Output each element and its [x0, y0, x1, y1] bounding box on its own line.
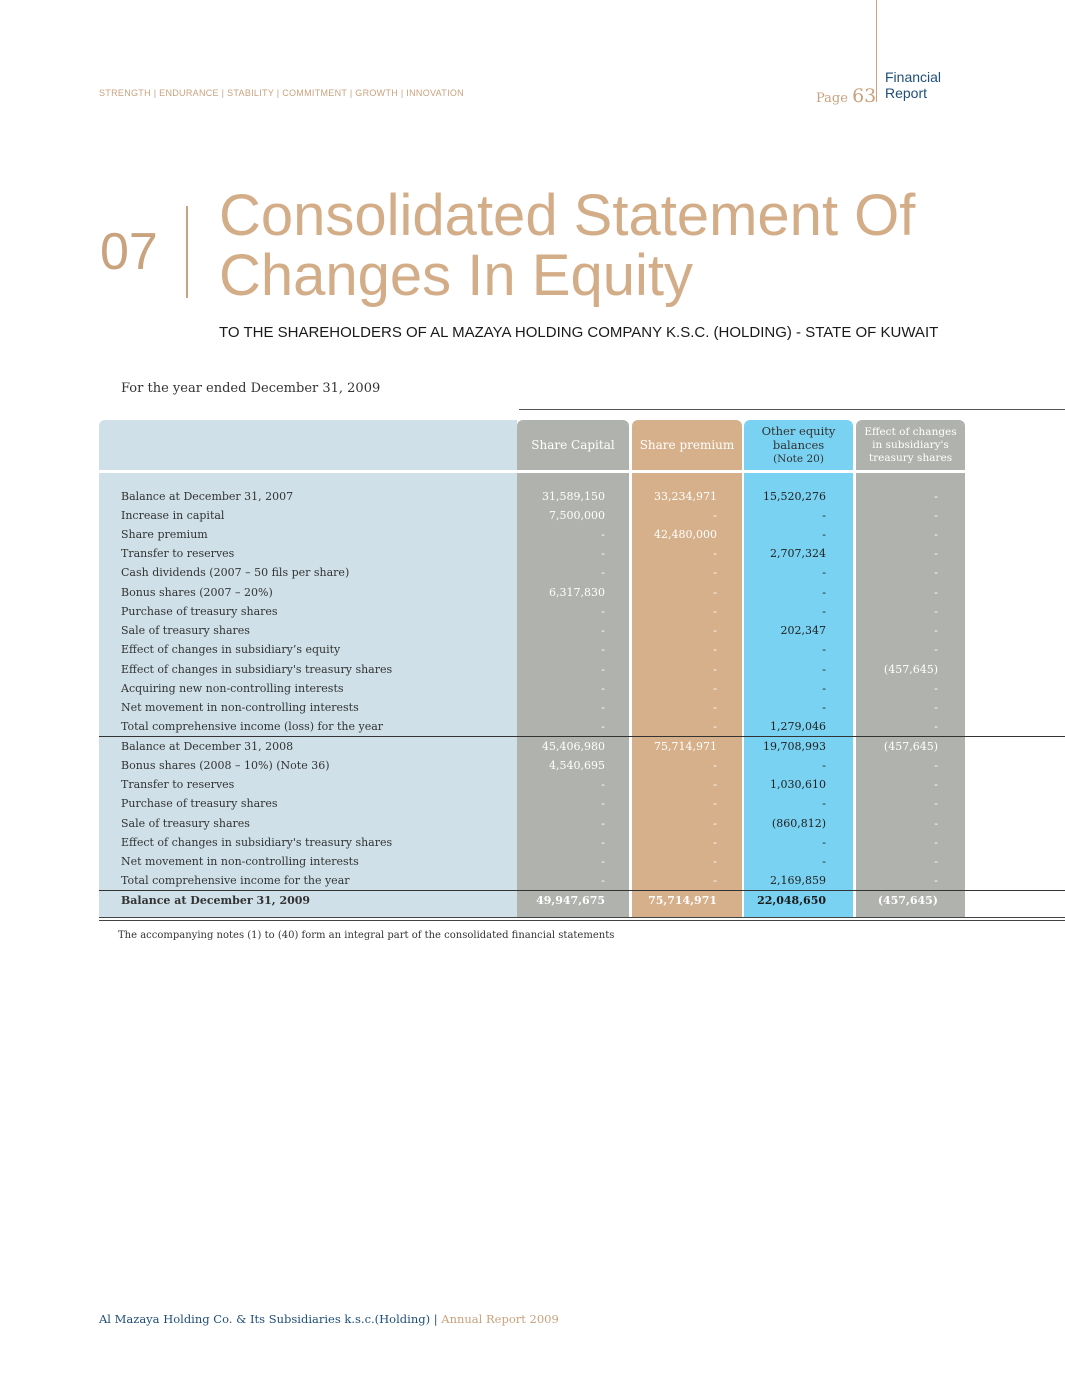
share-capital-value: -: [601, 874, 605, 887]
column-header-share-capital: Share Capital: [531, 438, 615, 452]
other-equity-value: 1,030,610: [770, 778, 826, 791]
section-number: 07: [100, 223, 158, 281]
share-premium-value: -: [713, 759, 717, 772]
share-premium-value: -: [713, 817, 717, 830]
footer-separator: |: [433, 1312, 438, 1326]
other-equity-value: 2,707,324: [770, 547, 826, 560]
title-divider: [186, 206, 188, 298]
table-row: [99, 852, 965, 871]
column-header-subsidiary-treasury-line3: treasury shares: [868, 451, 953, 464]
row-label: Balance at December 31, 2009: [121, 894, 311, 907]
table-row: [99, 602, 965, 621]
other-equity-value: 15,520,276: [763, 490, 826, 503]
table-row: [99, 698, 965, 717]
share-capital-value: -: [601, 817, 605, 830]
row-label: Purchase of treasury shares: [121, 605, 278, 618]
share-capital-value: -: [601, 855, 605, 868]
share-premium-value: -: [713, 509, 717, 522]
column-header-share-premium: Share premium: [639, 438, 735, 452]
page-title: [219, 183, 916, 308]
row-label: Increase in capital: [121, 509, 225, 522]
page-number: 63: [852, 85, 877, 107]
table-row: [99, 640, 965, 659]
other-equity-value: -: [822, 528, 826, 541]
other-equity-value: 1,279,046: [770, 720, 826, 733]
section-label-line2: Report: [885, 85, 928, 101]
column-header-other-equity-line3: (Note 20): [773, 453, 824, 465]
other-equity-value: -: [822, 836, 826, 849]
table-bottom-rule: [99, 917, 1065, 918]
table-top-rule: [519, 409, 1065, 410]
share-capital-value: -: [601, 605, 605, 618]
subsidiary-treasury-value: -: [934, 701, 938, 714]
share-premium-value: -: [713, 836, 717, 849]
table-row: [99, 487, 965, 506]
share-capital-value: -: [601, 528, 605, 541]
subsidiary-treasury-value: -: [934, 509, 938, 522]
row-label: Effect of changes in subsidiary’s equity: [121, 643, 341, 656]
share-premium-value: -: [713, 701, 717, 714]
other-equity-value: 22,048,650: [757, 894, 826, 907]
page-label: [816, 85, 876, 107]
share-premium-value: -: [713, 855, 717, 868]
row-label: Effect of changes in subsidiary's treasury shares: [121, 663, 393, 676]
row-label: Sale of treasury shares: [121, 624, 250, 637]
page-footer: [99, 1312, 559, 1326]
subsidiary-treasury-value: -: [934, 643, 938, 656]
share-capital-value: -: [601, 663, 605, 676]
row-label: Total comprehensive income (loss) for the year: [121, 720, 384, 733]
other-equity-value: -: [822, 797, 826, 810]
share-premium-value: -: [713, 566, 717, 579]
subsidiary-treasury-value: -: [934, 778, 938, 791]
column-header-other-equity-line2: balances: [772, 438, 825, 452]
row-label: Transfer to reserves: [121, 547, 235, 560]
share-premium-value: 42,480,000: [654, 528, 717, 541]
table-row: [99, 544, 965, 563]
share-premium-value: -: [713, 720, 717, 733]
row-label: Cash dividends (2007 – 50 fils per share): [121, 566, 350, 579]
share-capital-value: 7,500,000: [549, 509, 605, 522]
row-label: Acquiring new non-controlling interests: [121, 682, 344, 695]
share-capital-value: -: [601, 836, 605, 849]
share-premium-value: -: [713, 682, 717, 695]
table-row-balance-2008: [99, 737, 965, 756]
subtotal-rule-2009: [99, 890, 1065, 891]
other-equity-value: -: [822, 566, 826, 579]
subsidiary-treasury-value: -: [934, 528, 938, 541]
share-premium-value: -: [713, 663, 717, 676]
share-capital-value: 4,540,695: [549, 759, 605, 772]
share-premium-value: -: [713, 547, 717, 560]
other-equity-value: (860,812): [771, 817, 826, 830]
subsidiary-treasury-value: -: [934, 797, 938, 810]
table-row: [99, 621, 965, 640]
reporting-period: For the year ended December 31, 2009: [121, 381, 381, 396]
subsidiary-treasury-value: -: [934, 874, 938, 887]
share-capital-value: 31,589,150: [542, 490, 605, 503]
subsidiary-treasury-value: -: [934, 547, 938, 560]
share-capital-value: -: [601, 624, 605, 637]
share-premium-value: -: [713, 605, 717, 618]
footer-report: Annual Report 2009: [441, 1312, 559, 1326]
column-header-other-equity: [744, 420, 853, 470]
table-row: [99, 756, 965, 775]
footer-company: Al Mazaya Holding Co. & Its Subsidiaries k.s.c.(Holding): [99, 1312, 431, 1326]
share-capital-value: -: [601, 566, 605, 579]
table-row: [99, 679, 965, 698]
share-capital-value: -: [601, 643, 605, 656]
other-equity-value: -: [822, 701, 826, 714]
row-label: Bonus shares (2008 – 10%) (Note 36): [121, 759, 330, 772]
table-row: [99, 833, 965, 852]
subsidiary-treasury-value: -: [934, 682, 938, 695]
row-label: Net movement in non-controlling interests: [121, 701, 359, 714]
share-premium-value: -: [713, 797, 717, 810]
row-label: Purchase of treasury shares: [121, 797, 278, 810]
page-title-line2: Changes In Equity: [219, 243, 693, 308]
other-equity-value: -: [822, 509, 826, 522]
subsidiary-treasury-value: -: [934, 817, 938, 830]
other-equity-value: -: [822, 605, 826, 618]
subsidiary-treasury-value: -: [934, 855, 938, 868]
table-row-balance-2009: [99, 891, 965, 910]
share-capital-value: -: [601, 701, 605, 714]
page-title-line1: Consolidated Statement Of: [219, 183, 916, 248]
share-capital-value: 49,947,675: [536, 894, 605, 907]
table-row: [99, 871, 965, 890]
column-header-subsidiary-treasury: [856, 420, 965, 470]
column-header-other-equity-line1: Other equity: [761, 424, 836, 438]
share-premium-value: -: [713, 624, 717, 637]
other-equity-value: -: [822, 759, 826, 772]
column-header-subsidiary-treasury-line2: in subsidiary's: [872, 438, 949, 451]
table-row: [99, 660, 965, 679]
row-label: Total comprehensive income for the year: [121, 874, 350, 887]
row-label: Effect of changes in subsidiary's treasury shares: [121, 836, 393, 849]
row-label: Bonus shares (2007 – 20%): [121, 586, 273, 599]
page-prefix: Page: [816, 91, 848, 106]
share-premium-value: -: [713, 643, 717, 656]
subsidiary-treasury-value: -: [934, 566, 938, 579]
share-capital-value: -: [601, 778, 605, 791]
subsidiary-treasury-value: -: [934, 605, 938, 618]
subsidiary-treasury-value: -: [934, 490, 938, 503]
share-capital-value: 6,317,830: [549, 586, 605, 599]
table-row: [99, 794, 965, 813]
other-equity-value: -: [822, 586, 826, 599]
header-divider: [876, 0, 877, 102]
row-label: Net movement in non-controlling interests: [121, 855, 359, 868]
row-label: Sale of treasury shares: [121, 817, 250, 830]
table-footnote: The accompanying notes (1) to (40) form an integral part of the consolidated financial statements: [118, 930, 615, 941]
row-label: Share premium: [121, 528, 208, 541]
subsidiary-treasury-value: -: [934, 836, 938, 849]
share-capital-value: -: [601, 682, 605, 695]
subtotal-rule-2008: [99, 736, 1065, 737]
row-label: Balance at December 31, 2008: [121, 740, 294, 753]
other-equity-value: -: [822, 682, 826, 695]
share-premium-value: -: [713, 874, 717, 887]
table-row: [99, 583, 965, 602]
share-premium-value: 75,714,971: [648, 894, 717, 907]
column-header-subsidiary-treasury-line1: Effect of changes: [864, 425, 957, 438]
table-row: [99, 717, 965, 736]
table-row: [99, 775, 965, 794]
share-capital-value: -: [601, 797, 605, 810]
subsidiary-treasury-value: (457,645): [883, 740, 938, 753]
header-tagline: STRENGTH | ENDURANCE | STABILITY | COMMITMENT | GROWTH | INNOVATION: [99, 88, 464, 98]
other-equity-value: -: [822, 643, 826, 656]
subsidiary-treasury-value: -: [934, 759, 938, 772]
share-premium-value: -: [713, 586, 717, 599]
share-premium-value: -: [713, 778, 717, 791]
share-capital-value: 45,406,980: [542, 740, 605, 753]
header-separator: [99, 470, 965, 473]
other-equity-value: 2,169,859: [770, 874, 826, 887]
table-row: [99, 814, 965, 833]
other-equity-value: 202,347: [780, 624, 826, 637]
other-equity-value: 19,708,993: [763, 740, 826, 753]
section-label-line1: Financial: [885, 69, 942, 85]
share-premium-value: 75,714,971: [654, 740, 717, 753]
table-row: [99, 525, 965, 544]
other-equity-value: -: [822, 855, 826, 868]
section-label: [885, 69, 941, 101]
table-bottom-rule-double: [99, 920, 1065, 921]
page-subtitle: TO THE SHAREHOLDERS OF AL MAZAYA HOLDING COMPANY K.S.C. (HOLDING) - STATE OF KUWAIT: [219, 324, 939, 341]
other-equity-value: -: [822, 663, 826, 676]
share-capital-value: -: [601, 720, 605, 733]
subsidiary-treasury-value: -: [934, 586, 938, 599]
subsidiary-treasury-value: (457,645): [883, 663, 938, 676]
share-premium-value: 33,234,971: [654, 490, 717, 503]
table-row: [99, 506, 965, 525]
row-label: Transfer to reserves: [121, 778, 235, 791]
subsidiary-treasury-value: -: [934, 720, 938, 733]
subsidiary-treasury-value: (457,645): [877, 894, 938, 907]
share-capital-value: -: [601, 547, 605, 560]
subsidiary-treasury-value: -: [934, 624, 938, 637]
table-row: [99, 563, 965, 582]
row-label: Balance at December 31, 2007: [121, 490, 294, 503]
